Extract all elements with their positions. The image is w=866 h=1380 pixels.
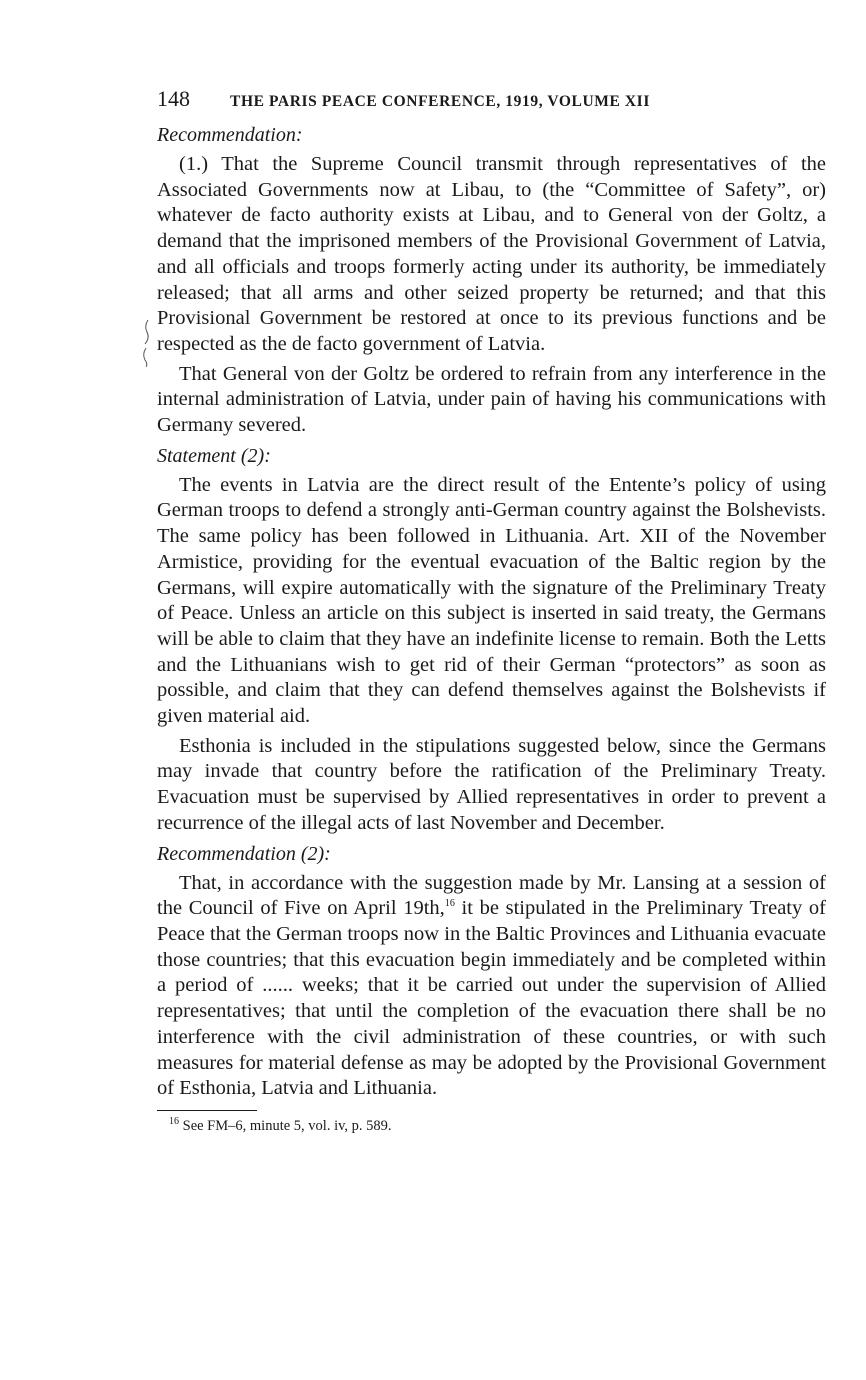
footnote-marker: 16 — [169, 1116, 179, 1128]
statement-paragraph-2: Esthonia is included in the stipulations suggested below, since the Germans may invade that country before the ratification of the Preliminary Treaty. Evacuation must be supervised by Allied representatives in order to prevent a recurrence of the illegal acts of last November and December. — [157, 734, 826, 834]
document-page — [157, 86, 826, 1135]
rec2-text-part-b: it be stipulated in the Preliminary Treaty of Peace that the German troops now in the Baltic Provinces and Lithuania evacuate those countries; that this evacuation begin immediately and be completed within a period of ...... weeks; that it be carried out under the supervision of Allied representatives; that until the completion of the evacuation there shall be no interference with the civil administration of these countries, or with such measures for material defense as may be adopted by the Provisional Government of Esthonia, Latvia and Lithuania. — [157, 897, 826, 1100]
footnote-reference[interactable]: 16 — [444, 898, 455, 910]
footnote-text: See FM–6, minute 5, vol. iv, p. 589. — [182, 1117, 392, 1134]
rec2-text-part-a: That, in accordance with the suggestion made by Mr. Lansing at a session of the Council of Five on April 19th, — [157, 871, 826, 920]
page-number: 148 — [157, 86, 190, 111]
recommendation-paragraph-2: That General von der Goltz be ordered to refrain from any interference in the internal administration of Latvia, under pain of having his communications with Germany severed. — [157, 362, 826, 437]
statement-paragraph-1: The events in Latvia are the direct result of the Entente’s policy of using German troops to defend a strongly anti-German country against the Bolshevists. The same policy has been followed in Lithuania. Art. XII of the November Armistice, providing for the eventual evacuation of the Baltic region by the Germans, will expire automatically with the signature of the Preliminary Treaty of Peace. Unless an article on this subject is inserted in said treaty, the Germans will be able to claim that they have an indefinite license to remain. Both the Letts and the Lithuanians wish to get rid of their German “protectors” as soon as possible, and claim that they can defend themselves against the Bolshevists if given material aid. — [157, 473, 826, 728]
running-head — [157, 86, 826, 120]
statement-2-heading: Statement (2): — [157, 444, 271, 467]
margin-pencil-mark — [140, 318, 154, 368]
footnote — [157, 1117, 826, 1135]
recommendation-2-paragraph — [157, 871, 826, 1102]
running-title: THE PARIS PEACE CONFERENCE, 1919, VOLUME XII — [230, 93, 650, 110]
footnote-divider — [157, 1110, 257, 1111]
recommendation-paragraph-1: (1.) That the Supreme Council transmit through representatives of the Associated Governments now at Libau, to (the “Committee of Safety”, or) whatever de facto authority exists at Libau, and to General von der Goltz, a demand that the imprisoned members of the Provisional Government of Latvia, and all officials and troops formerly acting under its authority, be immediately released; that all arms and other seized property be returned; and that this Provisional Government be restored at once to its previous functions and be respected as the de facto government of Latvia. — [157, 153, 826, 355]
recommendation-2-heading: Recommendation (2): — [157, 842, 331, 865]
recommendation-heading: Recommendation: — [157, 124, 303, 146]
